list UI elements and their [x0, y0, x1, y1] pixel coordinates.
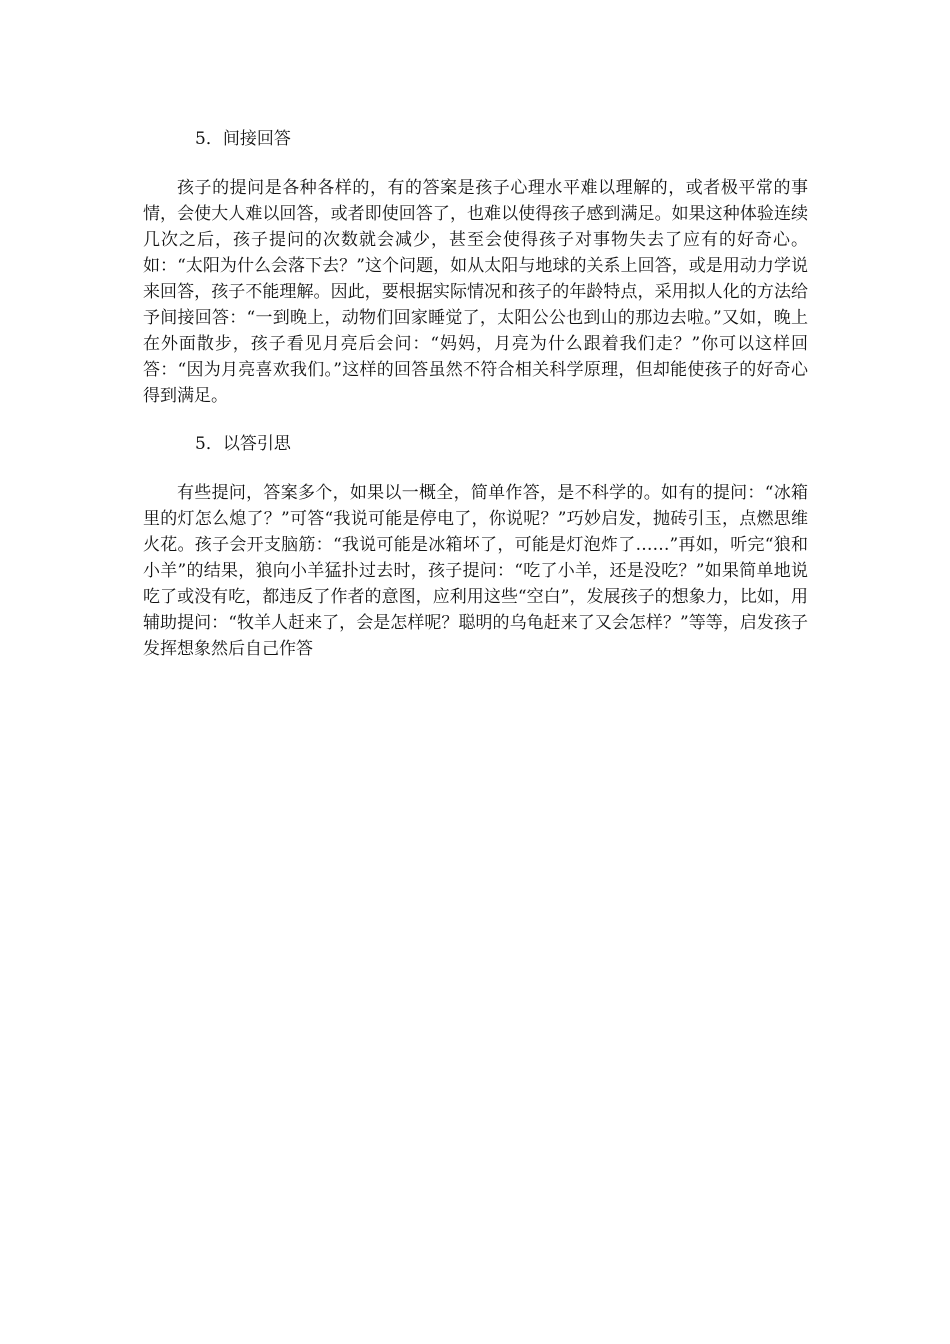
spacer [143, 409, 808, 431]
spacer [143, 457, 808, 480]
document-body [143, 126, 808, 662]
section-paragraph-answer-to-think: 有些提问，答案多个，如果以一概全，简单作答，是不科学的。如有的提问：“冰箱里的灯怎么熄了？”可答“我说可能是停电了，你说呢？”巧妙启发，抛砖引玉，点燃思维火花。孩子会开支脑筋：“我说可能是冰箱坏了，可能是灯泡炸了……”再如，听完“狼和小羊”的结果，狼向小羊猛扑过去时，孩子提问：“吃了小羊，还是没吃？”如果简单地说吃了或没有吃，都违反了作者的意图，应利用这些“空白”，发展孩子的想象力，比如，用辅助提问：“牧羊人赶来了，会是怎样呢？聪明的乌龟赶来了又会怎样？”等等，启发孩子发挥想象然后自己作答 [143, 483, 808, 659]
section-heading-indirect-answer: 5．间接回答 [195, 129, 291, 149]
section-paragraph-indirect-answer: 孩子的提问是各种各样的，有的答案是孩子心理水平难以理解的，或者极平常的事情，会使大人难以回答，或者即使回答了，也难以使得孩子感到满足。如果这种体验连续几次之后，孩子提问的次数就会减少，甚至会使得孩子对事物失去了应有的好奇心。如：“太阳为什么会落下去？”这个问题，如从太阳与地球的关系上回答，或是用动力学说来回答，孩子不能理解。因此，要根据实际情况和孩子的年龄特点，采用拟人化的方法给予间接回答：“一到晚上，动物们回家睡觉了，太阳公公也到山的那边去啦。”又如，晚上在外面散步，孩子看见月亮后会问：“妈妈，月亮为什么跟着我们走？”你可以这样回答：“因为月亮喜欢我们。”这样的回答虽然不符合相关科学原理，但却能使孩子的好奇心得到满足。 [143, 178, 808, 406]
spacer [143, 152, 808, 175]
section-heading-answer-to-think: 5．以答引思 [195, 434, 291, 454]
